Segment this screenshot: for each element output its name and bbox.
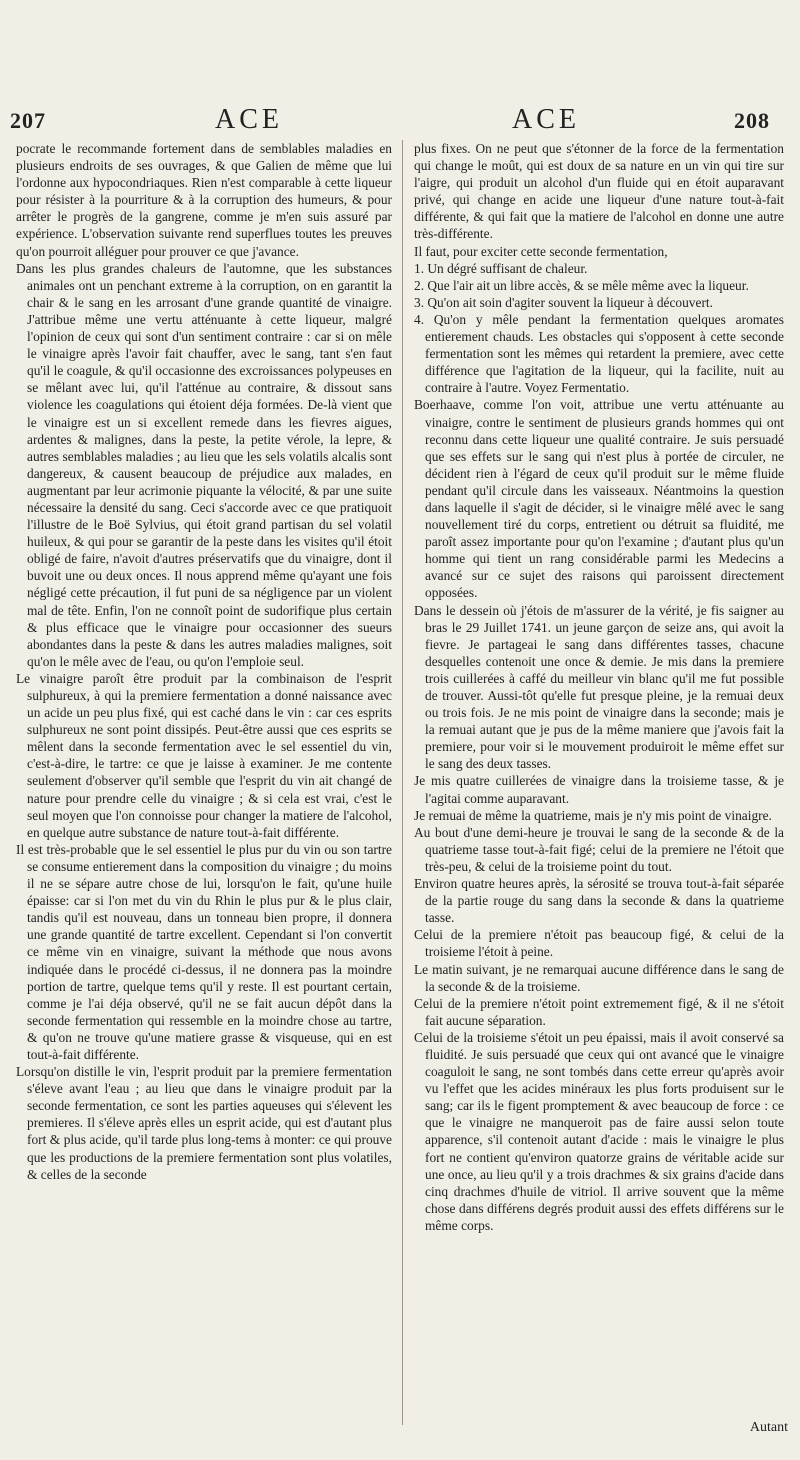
list-item: 2. Que l'air ait un libre accès, & se mêle même avec la liqueur. [414,277,749,293]
left-running-head: ACE [215,104,283,135]
paragraph: plus fixes. On ne peut que s'étonner de la force de la fermentation qui change le moût, qui est doux de sa nature en un vin qui tire sur l'aigre, qui produit un alcohol d'un fluide qui en étoit auparavant privé, qui change en acide une liqueur d'une nature tout-à-fait différente, & qui fait que la matiere de l'alcohol en donne une autre très-différente. [414,141,784,242]
paragraph: Celui de la troisieme s'étoit un peu épaissi, mais il avoit conservé sa fluidité. Je suis persuadé que ceux qui ont avancé que le vinaigre coaguloit le sang, ne sont tombés dans cette erreur qu'après avoir vu l'effet que les acides minéraux les plus forts produisent sur le sang; car ils le figent promptement & avec beaucoup de force : ce que le vinaigre ne manqueroit pas de faire aussi selon toute apparence, s'il contenoit autant d'acide : mais le vinaigre le plus fort ne contient qu'environ quatorze grains de véritable acide sur une once, au lieu qu'il y a trois drachmes & six grains d'acide dans cinq drachmes d'huile de vitriol. Il arrive souvent que la même chose dans différens degrés produit aussi des effets différens sur le même corps. [414,1029,784,1233]
right-column [414,140,784,1234]
paragraph: Environ quatre heures après, la sérosité se trouva tout-à-fait séparée de la partie rouge du sang dans la seconde & dans la quatrieme tasse. [414,876,784,926]
left-column [16,140,392,1183]
left-page-number: 207 [10,108,46,133]
paragraph: Boerhaave, comme l'on voit, attribue une vertu atténuante au vinaigre, contre le sentiment de plusieurs grands hommes qui ont reconnu dans cette liqueur une qualité contraire. Je suis persuadé que ses effets sur le sang qui n'est plus à portée de circuler, ne décident rien à l'égard de ceux qu'il produit sur le même fluide pendant qu'il circule dans les vaisseaux. Néantmoins la question dans laquelle il s'agit de décider, si le vinaigre mêlé avec le sang nouvellement tiré du corps, entretient ou détruit sa fluidité, me paroît assez importante pour qu'on l'examine ; d'autant plus qu'un homme qui tient un rang considérable parmi les Medecins a avancé sur ce sujet des raisons qui paroissent directement opposées. [414,397,784,601]
paragraph: Je remuai de même la quatrieme, mais je n'y mis point de vinaigre. [414,807,772,823]
list-item: 3. Qu'on ait soin d'agiter souvent la liqueur à découvert. [414,294,713,310]
running-header [0,104,800,138]
paragraph: Dans les plus grandes chaleurs de l'automne, que les substances animales ont un penchant extreme à la corruption, on en garantit la chair & le sang en les arrosant d'une grande quantité de vinaigre. J'attribue même une vertu atténuante à cette liqueur, malgré l'opinion de ceux qui sont d'un sentiment contraire : car si on mêle le vinaigre après l'avoir fait chauffer, avec le sang, tant s'en faut qu'il le coagule, & qu'il occasionne des excroissances polypeuses en se mêlant avec lui, qu'il l'atténue au contraire, & dissout sans violence les coagulations qui étoient déja formées. De-là vient que le vinaigre est un si excellent remede dans les fievres aigues, ardentes & malignes, dans la peste, la petite vérole, la lepre, & autres semblables maladies ; au lieu que les sels volatils alcalis sont dangereux, & causent beaucoup de préjudice aux malades, en augmentant par leur acrimonie piquante la vélocité, & par une suite nécessaire la densité du sang. Ceci s'accorde avec ce que pratiquoit l'illustre de le Boë Sylvius, qui étoit grand partisan du sel volatil huileux, & qui pour se garantir de la peste dans les visites qu'il étoit obligé de faire, n'avoit d'autres préservatifs que du vinaigre, dont il buvoit une ou deux onces. Il nous apprend même qu'ayant une fois négligé cette précaution, il fut puni de sa négligence par un violent mal de tête. Enfin, l'on ne connoît point de sudorifique plus certain & plus efficace que le vinaigre pour occasionner des sueurs abondantes dans la peste & dans les autres maladies malignes, soit qu'on le mêle avec de l'eau, ou qu'on l'emploie seul. [16,260,392,669]
paragraph: pocrate le recommande fortement dans de semblables maladies en plusieurs endroits de ses ouvrages, & que Galien de même que lui l'ordonne aux hypocondriaques. Rien n'est comparable à cette liqueur pour résister à la pourriture & à la corruption des humeurs, & pour arrêter le progrès de la gangrene, comme je m'en suis assuré par expérience. L'observation suivante rend superflues toutes les preuves qu'on pourroit alléguer pour prouver ce que j'avance. [16,141,392,259]
paragraph: Il faut, pour exciter cette seconde fermentation, [414,243,668,259]
paragraph: Celui de la premiere n'étoit point extremement figé, & il ne s'étoit fait aucune séparation. [414,995,784,1028]
catchword: Autant [749,1420,788,1435]
list-item: 1. Un dégré suffisant de chaleur. [414,260,588,276]
paragraph: Au bout d'une demi-heure je trouvai le sang de la seconde & de la quatrieme tasse tout-à-fait figé; celui de la premiere ne l'étoit que très-peu, & celui de la troisieme point du tout. [414,824,784,874]
paragraph: Le matin suivant, je ne remarquai aucune différence dans le sang de la seconde & de la troisieme. [414,961,784,994]
paragraph: Le vinaigre paroît être produit par la combinaison de l'esprit sulphureux, à qui la premiere fermentation a donné naissance avec un acide un peu plus fixé, qui est caché dans le vin : car ces esprits sulphureux ne sont point dissipés. Peut-être aussi que ces esprits se mêlent dans la seconde fermentation avec le sel essentiel du vin, c'est-à-dire, le tartre: ce que je laisse à examiner. Je me contente seulement d'observer qu'il semble que l'esprit du vin ait changé de nature pour prendre celle du vinaigre ; & si cela est vrai, c'est le seul moyen que l'on connoisse pour changer la matiere de l'alcohol, en quelque autre substance de nature tout-à-fait différente. [16,670,392,840]
paragraph: Je mis quatre cuillerées de vinaigre dans la troisieme tasse, & je l'agitai comme auparavant. [414,773,784,806]
column-divider [402,140,403,1425]
list-item: 4. Qu'on y mêle pendant la fermentation quelques aromates entierement chauds. Les obstacles qui s'opposent à cette seconde fermentation sont les mêmes qui retardent la premiere, avec cette différence que l'agitation de la liqueur, qui la facilite, nuit au contraire à l'autre. Voyez Fermentatio. [414,311,784,396]
right-page-number: 208 [734,108,770,133]
paragraph: Dans le dessein où j'étois de m'assurer de la vérité, je fis saigner au bras le 29 Juillet 1741. un jeune garçon de seize ans, qui avoit la fievre. Je partageai le sang dans différentes tasses, chacune desquelles contenoit une once & demie. Je mis dans la premiere trois cuillerées à caffé du meilleur vin blanc qu'il me fut possible de trouver. Aussi-tôt qu'elle fut presque pleine, je la remuai deux ou trois fois. Je ne mis point de vinaigre dans la seconde; mais je la remuai autant que je pus de la même maniere que j'avois fait la premiere, pour voir si le mouvement produiroit le même effet sur le sang des deux tasses. [414,602,784,772]
paragraph: Il est très-probable que le sel essentiel le plus pur du vin ou son tartre se consume entierement dans la composition du vinaigre ; du moins il ne se sépare autre chose de lui, lorsqu'on le fait, qu'une huile épaisse: car si l'on met du vin du Rhin le plus pur & le plus clair, tandis qu'il est nouveau, dans un tonneau bien propre, il donnera une grande quantité de tartre excellent. Cependant si l'on convertit ce même vin en vinaigre, suivant la méthode que nous avons indiquée dans le procédé ci-dessus, il ne donnera pas la moindre portion de tartre, quelque tems qu'il y reste. Il est pourtant certain, comme je l'ai déja observé, qu'il ne se fait aucun dépôt dans la seconde fermentation qui ressemble en la moindre chose au tartre, & qu'on ne trouve qu'une matiere grasse & visqueuse, qui en est tout-à-fait différente. [16,841,392,1062]
paragraph: Celui de la premiere n'étoit pas beaucoup figé, & celui de la troisieme l'étoit à peine. [414,927,784,960]
paragraph: Lorsqu'on distille le vin, l'esprit produit par la premiere fermentation s'éleve avant l'eau ; au lieu que dans le vinaigre produit par la seconde fermentation, ce sont les parties aqueuses qui s'élevent les premieres. Il s'éleve après elles un esprit acide, qui est d'autant plus fort & plus acide, qu'il tarde plus long-tems à monter: ce qui prouve que les productions de la premiere fermentation sont plus volatiles, & celles de la seconde [16,1064,392,1182]
right-running-head: ACE [512,104,580,135]
